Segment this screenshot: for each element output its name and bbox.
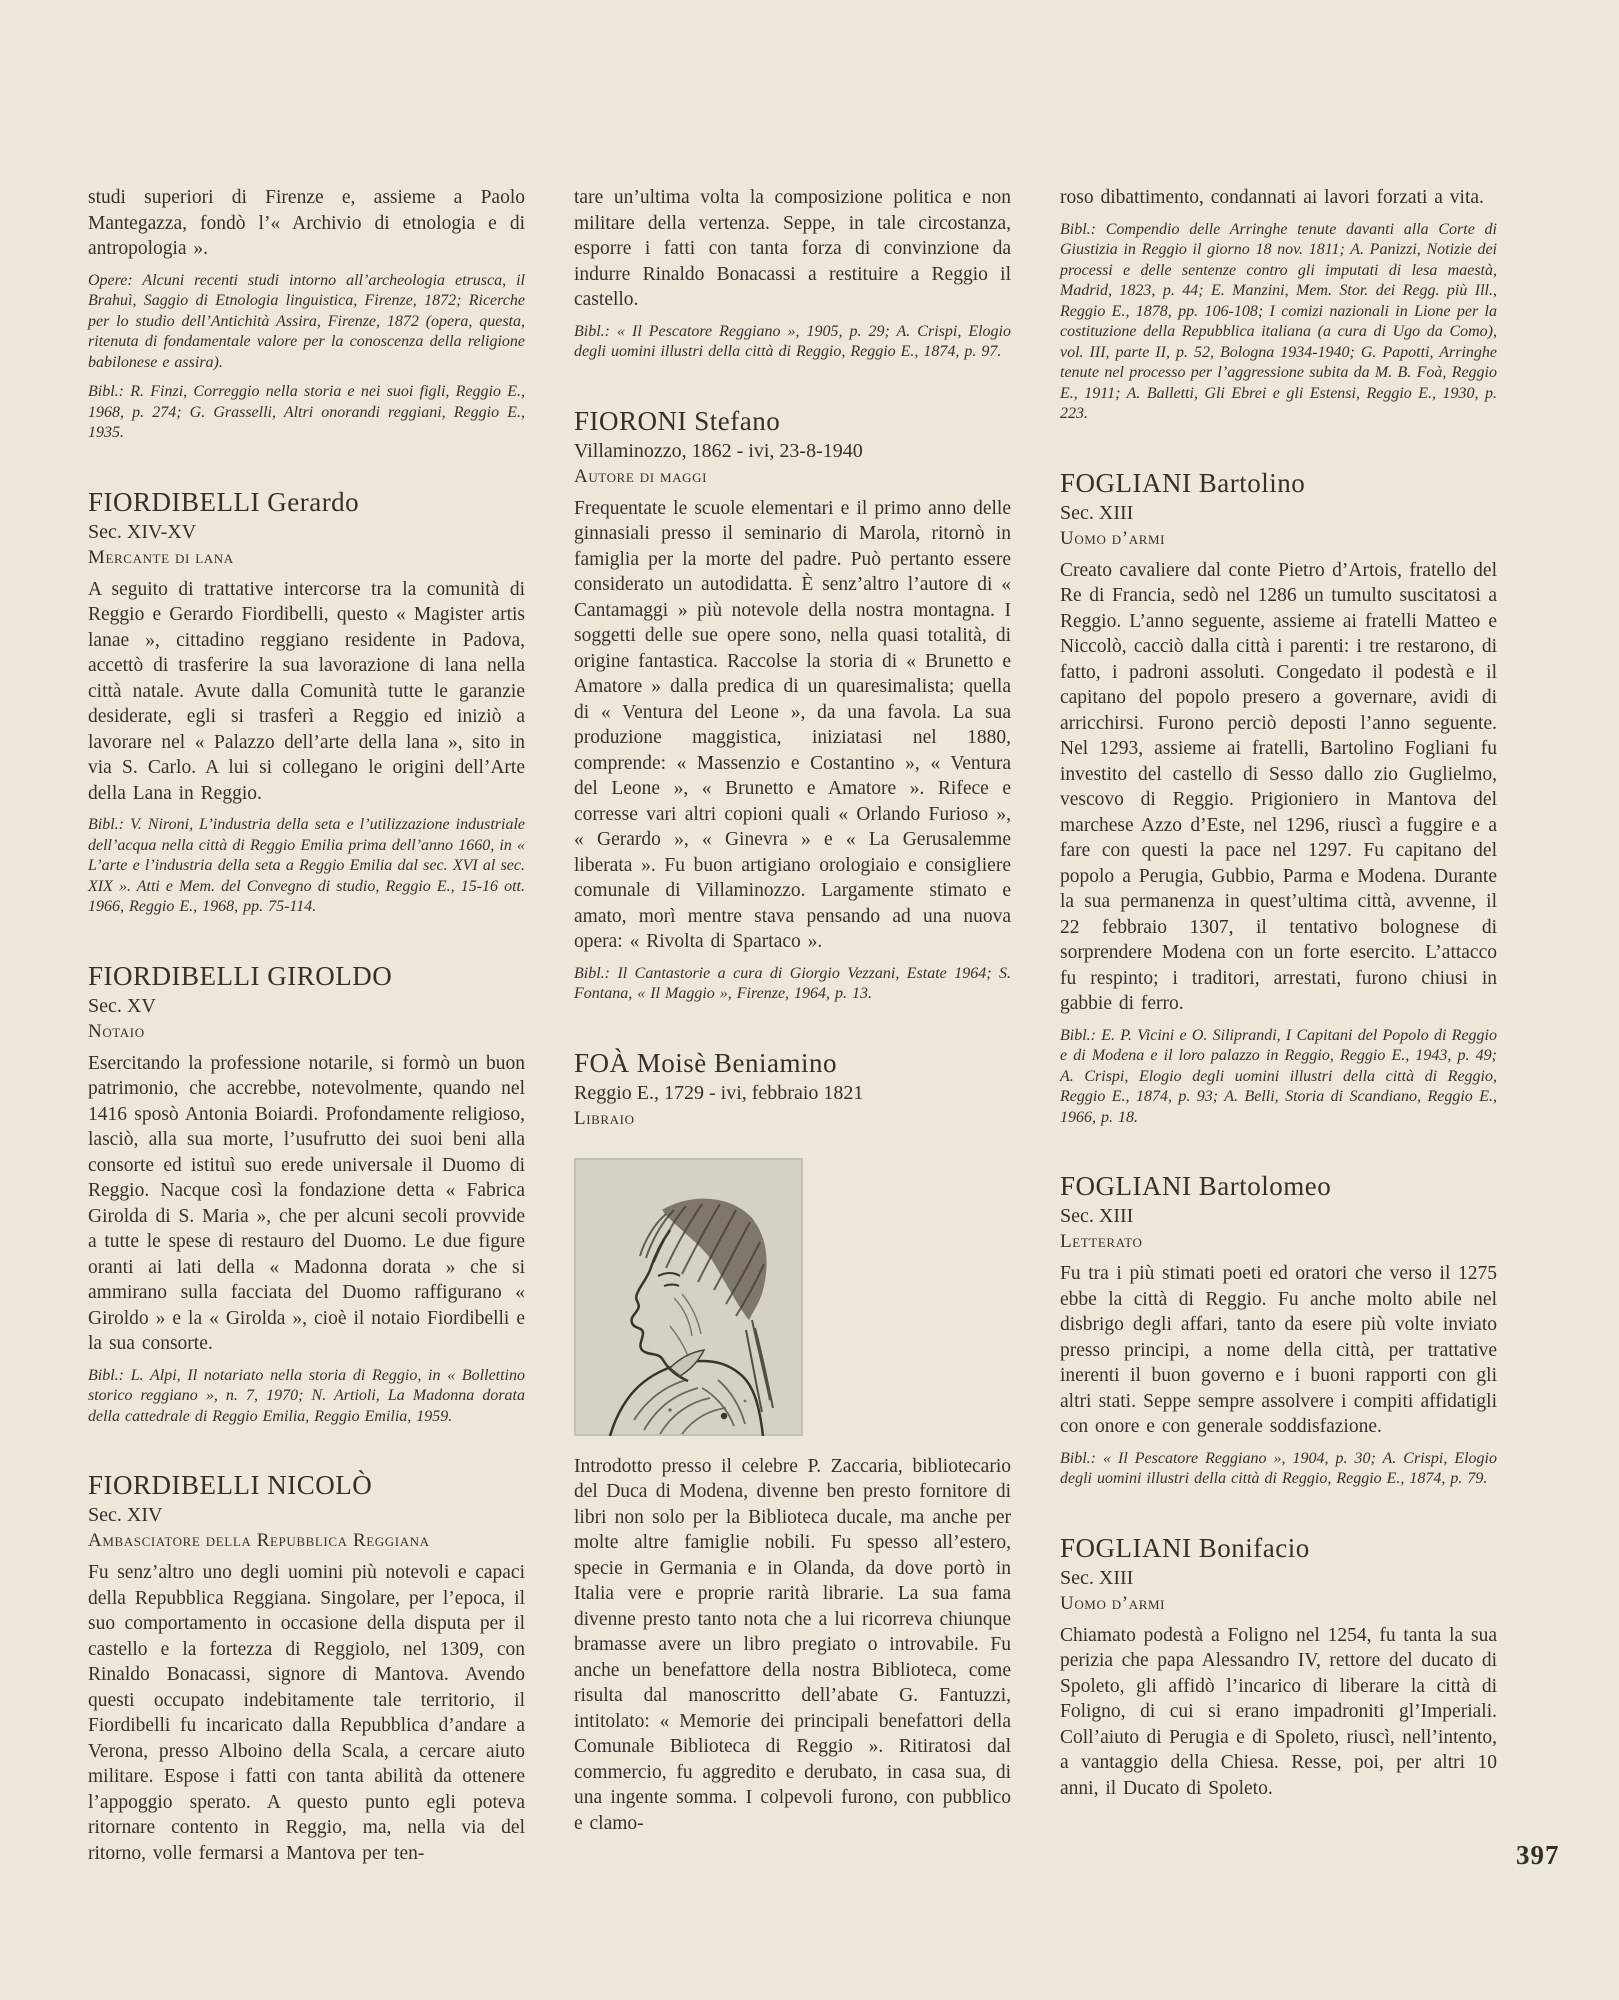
entry-dates: Sec. XIII	[1060, 501, 1134, 524]
entry-body: Introdotto presso il celebre P. Zaccaria, bibliotecario del Duca di Modena, divenne ben presto fornitore di libri non solo per la Biblioteca ducale, ma anche per molte altre famiglie nobili. Fu spesso all’estero, specie in Germania e in Olanda, da dove portò in Italia vere e proprie rarità librarie. La sua fama divenne presto tanto nota che a lui ricorreva chiunque bramasse avere un libro pregiato o introvabile. Fu anche un benefattore della nostra Biblioteca, come risulta dal manoscritto dell’abate G. Fantuzzi, intitolato: « Memorie dei principali benefattori della Comunale Biblioteca di Reggio ». Ritiratosi dal commercio, fu aggredito e derubato, in casa sua, di una ingente somma. I colpevoli furono, con pubblico e clamo-	[574, 1455, 1011, 1834]
entry-role: Notaio	[88, 1020, 145, 1042]
bibl-paragraph: Bibl.: « Il Pescatore Reggiano », 1905, p. 29; A. Crispi, Elogio degli uomini illustri della città di Reggio, Reggio E., 1874, p. 97.	[574, 322, 1011, 360]
entry-fioroni-stefano	[574, 405, 1011, 1005]
entry-dates: Sec. XIV	[88, 1504, 163, 1526]
entry-name: FOGLIANI Bonifacio	[1060, 1532, 1310, 1563]
entry-fogliani-bartolomeo	[1060, 1170, 1497, 1490]
entry-role: Mercante di lana	[88, 546, 234, 568]
bibl-paragraph: Bibl.: E. P. Vicini e O. Siliprandi, I Capitani del Popolo di Reggio e di Modena e il loro palazzo in Reggio, Reggio E., 1943, p. 49; A. Crispi, Elogio degli uomini illustri della città di Reggio, Reggio E., 1874, p. 93; A. Belli, Storia di Scandiano, Reggio E., 1966, p. 18.	[1060, 1026, 1497, 1126]
text-columns	[88, 185, 1497, 1866]
entry-name: FOGLIANI Bartolino	[1060, 467, 1306, 498]
continuation-paragraph: tare un’ultima volta la composizione politica e non militare della vertenza. Seppe, in tale circostanza, esporre i fatti con tanta forza di convinzione da indurre Rinaldo Bonacassi a restituire a Reggio il castello.	[574, 187, 1011, 310]
bibl-paragraph: Bibl.: Il Cantastorie a cura di Giorgio Vezzani, Estate 1964; S. Fontana, « Il Maggio », Firenze, 1964, p. 13.	[574, 964, 1011, 1002]
entry-dates: Sec. XIII	[1060, 1566, 1134, 1589]
entry-role: Uomo d’armi	[1060, 1592, 1166, 1614]
entry-role: Libraio	[574, 1107, 635, 1129]
opere-paragraph: Opere: Alcuni recenti studi intorno all’archeologia etrusca, il Brahuì, Saggio di Etnologia linguistica, Firenze, 1872; Ricerche per lo studio dell’Antichità Assira, Firenze, 1872 (opera, questa, ritenuta di fondamentale valore per la conoscenza della religione babilonese e assira).	[88, 271, 525, 371]
column-1	[88, 185, 525, 1866]
entry-fiordibelli-gerardo	[88, 486, 525, 918]
entry-fogliani-bartolino	[1060, 467, 1497, 1129]
bibl-paragraph: Bibl.: « Il Pescatore Reggiano », 1904, p. 30; A. Crispi, Elogio degli uomini illustri della città di Reggio, Reggio E., 1874, p. 79.	[1060, 1449, 1497, 1487]
entry-name: FIORDIBELLI NICOLÒ	[88, 1470, 373, 1500]
entry-name: FIORONI Stefano	[574, 405, 781, 436]
entry-fiordibelli-nicolo	[88, 1469, 525, 1866]
entry-dates: Sec. XIV-XV	[88, 520, 197, 543]
entry-dates: Villaminozzo, 1862 - ivi, 23-8-1940	[574, 439, 863, 462]
entry-role: Letterato	[1060, 1231, 1143, 1252]
continuation-paragraph: roso dibattimento, condannati ai lavori forzati a vita.	[1060, 187, 1484, 208]
entry-name: FOÀ Moisè Beniamino	[574, 1047, 837, 1078]
entry-body: Fu tra i più stimati poeti ed oratori che verso il 1275 ebbe la città di Reggio. Fu anche molto abile nel disbrigo degli affari, tanto da esere più volte inviato presso principi, a nome della città, per trattative inerenti il buon governo e i buoni rapporti con gli altri stati. Seppe sempre assolvere i compiti affidatigli con onore e con generale soddisfazione.	[1060, 1263, 1497, 1437]
bibl-paragraph: Bibl.: V. Nironi, L’industria della seta e l’utilizzazione industriale dell’acqua nella città di Reggio Emilia prima dell’anno 1660, in « L’arte e l’industria della seta a Reggio Emilia dal sec. XVI al sec. XIX ». Atti e Mem. del Convegno di studio, Reggio E., 15-16 ott. 1966, Reggio E., 1968, pp. 75-114.	[88, 816, 525, 915]
entry-fogliani-bonifacio	[1060, 1532, 1497, 1802]
entry-dates: Reggio E., 1729 - ivi, febbraio 1821	[574, 1081, 864, 1104]
entry-body: Frequentate le scuole elementari e il primo anno delle ginnasiali presso il seminario di Marola, ritornò in famiglia per la morte del padre. Può pertanto essere considerato un autodidatta. È senz’altro l’autore di « Cantamaggi » più notevole della nostra montagna. I soggetti delle sue opere sono, nella quasi totalità, di origine fantastica. Raccolse la storia di « Brunetto e Amatore » dalla predica di un quaresimalista; quella di « Ventura del Leone », da una favola. La sua produzione maggistica, iniziatasi nel 1880, comprende: « Massenzio e Costantino », « Ventura del Leone », « Brunetto e Amatore ». Rifece e corresse vari altri copioni quali « Orlando Furioso », « Gerardo », « Ginevra » e « La Gerusalemme liberata ». Fu buon artigiano orologiaio e consigliere comunale di Villaminozzo. Largamente stimato e amato, morì mentre stava pensando ad una nuova opera: « Rivolta di Spartaco ».	[574, 497, 1011, 952]
entry-body: Chiamato podestà a Foligno nel 1254, fu tanta la sua perizia che papa Alessandro IV, rettore del ducato di Spoleto, gli affidò l’incarico di liberare la città di Foligno, di cui si erano impadroniti gl’Imperiali. Coll’aiuto di Perugia e di Spoleto, riuscì, nell’intento, a vantaggio della Chiesa. Resse, poi, per altri 10 anni, il Ducato di Spoleto.	[1060, 1624, 1497, 1799]
column-2	[574, 185, 1011, 1866]
entry-body: Creato cavaliere dal conte Pietro d’Artois, fratello del Re di Francia, sedò nel 1286 un tumulto suscitatosi a Reggio. L’anno seguente, assieme ai fratelli Matteo e Niccolò, cacciò dalla città i parenti: i tre restarono, di fatto, i padroni assoluti. Congedato il podestà e il capitano del popolo presero a governare, avidi di arricchirsi. Furono perciò deposti l’anno seguente. Nel 1293, assieme ai fratelli, Bartolino Fogliani fu investito del castello di Sesso dallo zio Guglielmo, vescovo di Reggio. Prigioniero in Mantova del marchese Azzo d’Este, nel 1296, riuscì a fuggire e a fare con questi la pace nel 1297. Fu capitano del popolo a Perugia, Gubbio, Parma e Modena. Durante la sua permanenza in quest’ultima città, avvenne, il 22 febbraio 1307, il tentativo bolognese di sorprendere Modena con un forte esercito. L’attacco fu respinto; i traditori, arrestati, furono chiusi in gabbie di ferro.	[1060, 559, 1497, 1014]
entry-fiordibelli-giroldo	[88, 960, 525, 1428]
entry-role: Autore di maggi	[574, 465, 708, 487]
bibl-paragraph: Bibl.: R. Finzi, Correggio nella storia e nei suoi figli, Reggio E., 1968, p. 274; G. Grasselli, Altri onorandi reggiani, Reggio E., 1935.	[88, 383, 525, 441]
page-number: 397	[1516, 1840, 1560, 1870]
entry-name: FIORDIBELLI Gerardo	[88, 486, 360, 517]
entry-name: FIORDIBELLI GIROLDO	[88, 960, 393, 991]
entry-role: Uomo d’armi	[1060, 527, 1166, 549]
entry-body: Esercitando la professione notarile, si formò un buon patrimonio, che accrebbe, notevolmente, quando nel 1416 sposò Antonia Boiardi. Profondamente religioso, lasciò, alla sua morte, l’usufrutto dei suoi beni alla consorte ed istituì suo erede universale il Duomo di Reggio. Nacque così la fondazione detta « Fabrica Girolda di S. Maria », che per alcuni secoli provvide a tutte le spese di restauro del Duomo. Le due figure oranti ai lati della « Madonna dorata » che si ammirano sulla facciata del Duomo raffigurano « Giroldo » e la « Girolda », cioè il notaio Fiordibelli e la sua consorte.	[88, 1052, 525, 1354]
entry-body: A seguito di trattative intercorse tra la comunità di Reggio e Gerardo Fiordibelli, questo « Magister artis lanae », cittadino reggiano residente in Padova, accettò di trasferire la sua lavorazione di lana nella città natale. Avute dalla Comunità tutte le garanzie desiderate, egli si trasferì a Reggio ed iniziò a lavorare nel « Palazzo dell’arte della lana », sito in via S. Carlo. A lui si collegano le origini dell’Arte della Lana in Reggio.	[88, 578, 525, 804]
continuation-paragraph: studi superiori di Firenze e, assieme a Paolo Mantegazza, fondò l’« Archivio di etnologia e di antropologia ».	[88, 187, 525, 259]
entry-foa-moise-beniamino	[574, 1047, 1011, 1837]
entry-role: Ambasciatore della Repubblica Reggiana	[88, 1530, 430, 1551]
column-3	[1060, 185, 1497, 1866]
bibl-paragraph: Bibl.: Compendio delle Arringhe tenute davanti alla Corte di Giustizia in Reggio il giorno 18 nov. 1811; A. Panizzi, Notizie dei processi e delle sentenze contro gli imputati di lesa maestà, Madrid, 1823, p. 44; E. Manzini, Mem. Stor. dei Regg. più Ill., Reggio E., 1878, pp. 106-108; I comizi nazionali in Lione per la costituzione della Repubblica italiana (a cura di Ugo da Como), vol. III, parte II, p. 52, Bologna 1934-1940; G. Papotti, Arringhe tenute nel processo per l’aggressione subita da M. B. Foà, Reggio E., 1911; A. Balletti, Gli Ebrei e gli Estensi, Reggio E., 1930, p. 223.	[1060, 220, 1497, 422]
entry-dates: Sec. XIII	[1060, 1205, 1134, 1227]
bibl-paragraph: Bibl.: L. Alpi, Il notariato nella storia di Reggio, in « Bollettino storico reggiano », n. 7, 1970; N. Artioli, La Madonna dorata della cattedrale di Reggio Emilia, Reggio Emilia, 1959.	[88, 1366, 525, 1425]
entry-dates: Sec. XV	[88, 994, 156, 1017]
foa-profile-portrait-engraving	[574, 1158, 803, 1436]
entry-body: Fu senz’altro uno degli uomini più notevoli e capaci della Repubblica Reggiana. Singolare, per l’epoca, il suo comportamento in occasione della disputa per il castello e la fortezza di Reggiolo, nel 1309, con Rinaldo Bonacassi, signore di Mantova. Avendo questi occupato indebitamente tale territorio, il Fiordibelli fu incaricato dalla Repubblica d’andare a Verona, presso Alboino della Scala, a cercare aiuto militare. Espose i fatti con tanta abilità da ottenere l’appoggio sperato. A questo punto egli poteva ritornare contento in Reggio, ma, nella via del ritorno, volle fermarsi a Mantova per ten-	[88, 1562, 525, 1864]
entry-name: FOGLIANI Bartolomeo	[1060, 1171, 1332, 1201]
